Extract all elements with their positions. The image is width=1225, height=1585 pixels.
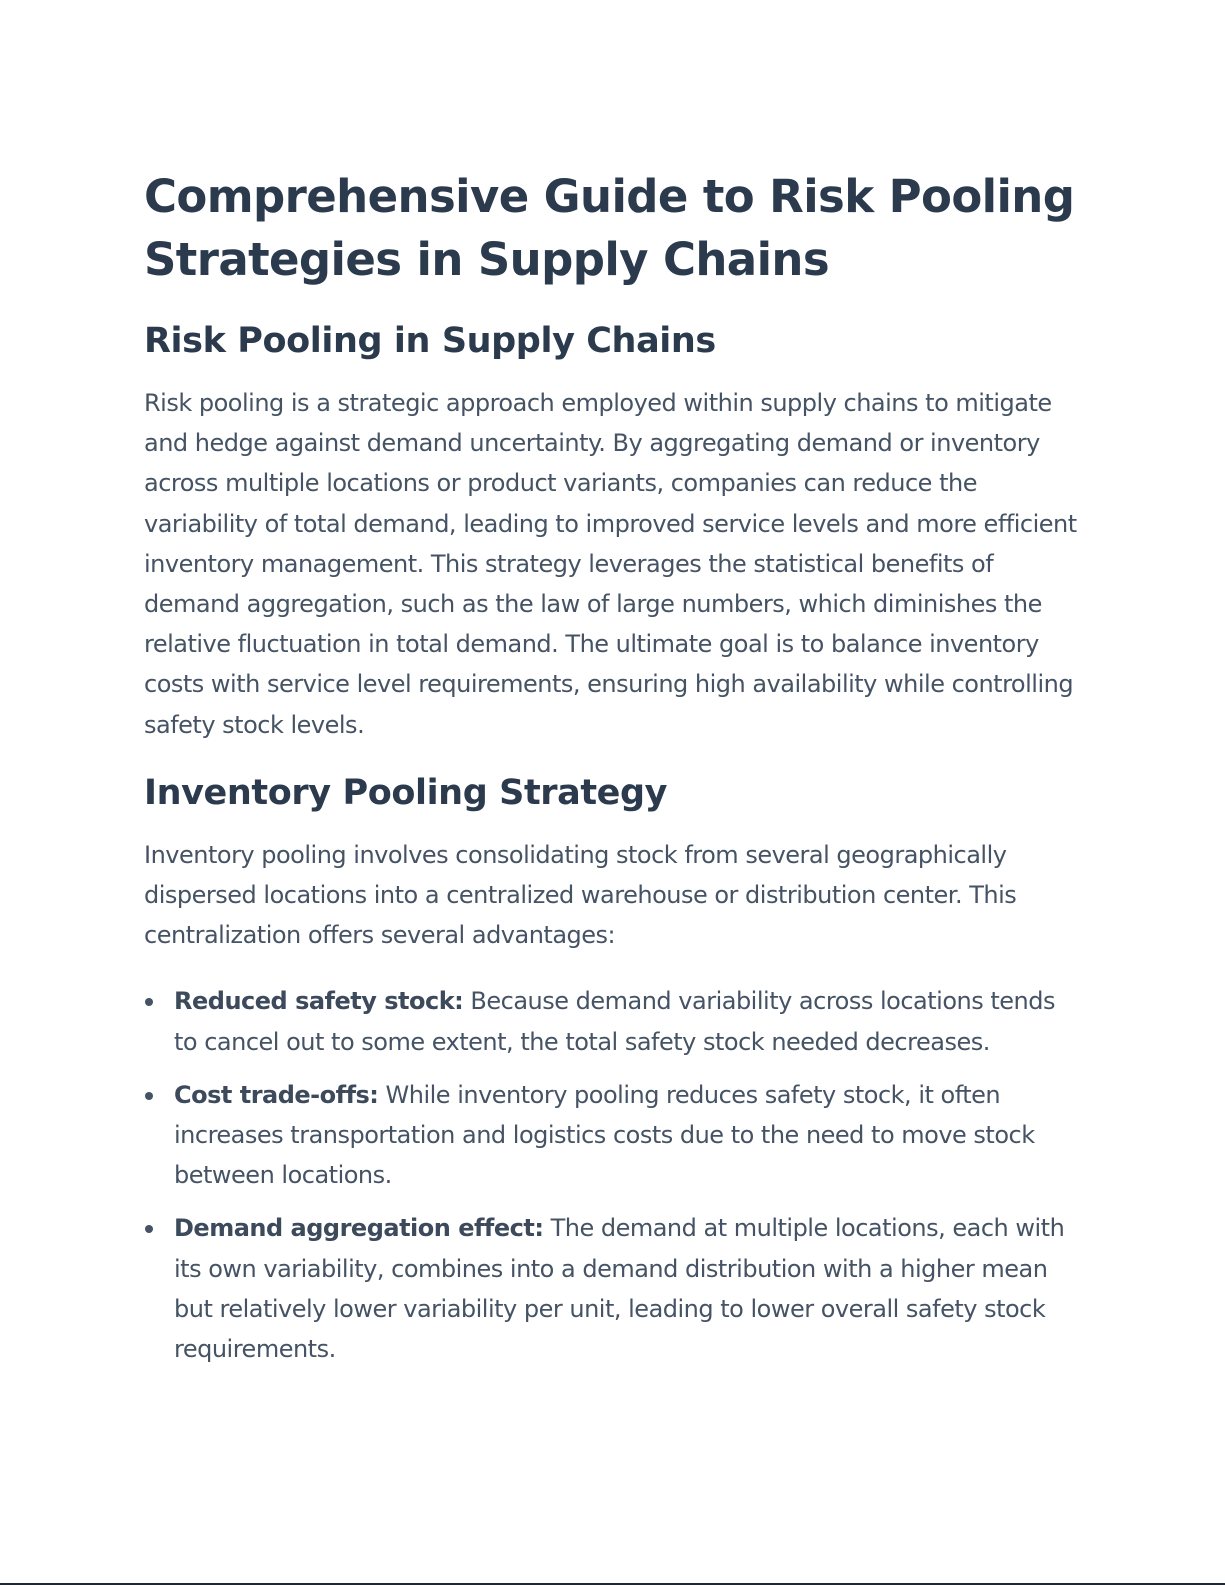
list-item bbox=[144, 1075, 1084, 1196]
bullet-text: Because demand variability across locations tends to cancel out to some extent, the total safety stock needed decreases. bbox=[174, 987, 1055, 1056]
document-title: Comprehensive Guide to Risk Pooling Strategies in Supply Chains bbox=[144, 170, 1075, 286]
section-paragraph: Risk pooling is a strategic approach employed within supply chains to mitigate and hedge against demand uncertainty. By aggregating demand or inventory across multiple locations or product variants, companies can reduce the variability of total demand, leading to improved service levels and more efficient inventory management. This strategy leverages the statistical benefits of demand aggregation, such as the law of large numbers, which diminishes the relative fluctuation in total demand. The ultimate goal is to balance inventory costs with service level requirements, ensuring high availability while controlling safety stock levels. bbox=[144, 389, 1077, 739]
bullet-icon bbox=[145, 1225, 153, 1233]
bullet-text: The demand at multiple locations, each with its own variability, combines into a demand distribution with a higher mean but relatively lower variability per unit, leading to lower overall safety stock requirements. bbox=[174, 1214, 1065, 1364]
bullet-term: Reduced safety stock: bbox=[174, 987, 464, 1016]
document-page bbox=[144, 165, 1084, 1382]
advantages-list bbox=[144, 981, 1084, 1369]
bullet-text: While inventory pooling reduces safety stock, it often increases transportation and logistics costs due to the need to move stock between locations. bbox=[174, 1080, 1035, 1190]
section-inventory-pooling bbox=[144, 771, 1084, 1369]
list-item bbox=[144, 1208, 1084, 1369]
section-paragraph: Inventory pooling involves consolidating stock from several geographically dispersed locations into a centralized warehouse or distribution center. This centralization offers several advantages: bbox=[144, 840, 1017, 950]
section-heading: Inventory Pooling Strategy bbox=[144, 772, 668, 813]
bullet-term: Demand aggregation effect: bbox=[174, 1214, 544, 1243]
bullet-icon bbox=[145, 1092, 153, 1100]
bullet-term: Cost trade-offs: bbox=[174, 1080, 379, 1109]
section-risk-pooling bbox=[144, 319, 1084, 745]
bullet-icon bbox=[145, 998, 153, 1006]
section-heading: Risk Pooling in Supply Chains bbox=[144, 321, 716, 361]
list-item bbox=[144, 981, 1084, 1061]
